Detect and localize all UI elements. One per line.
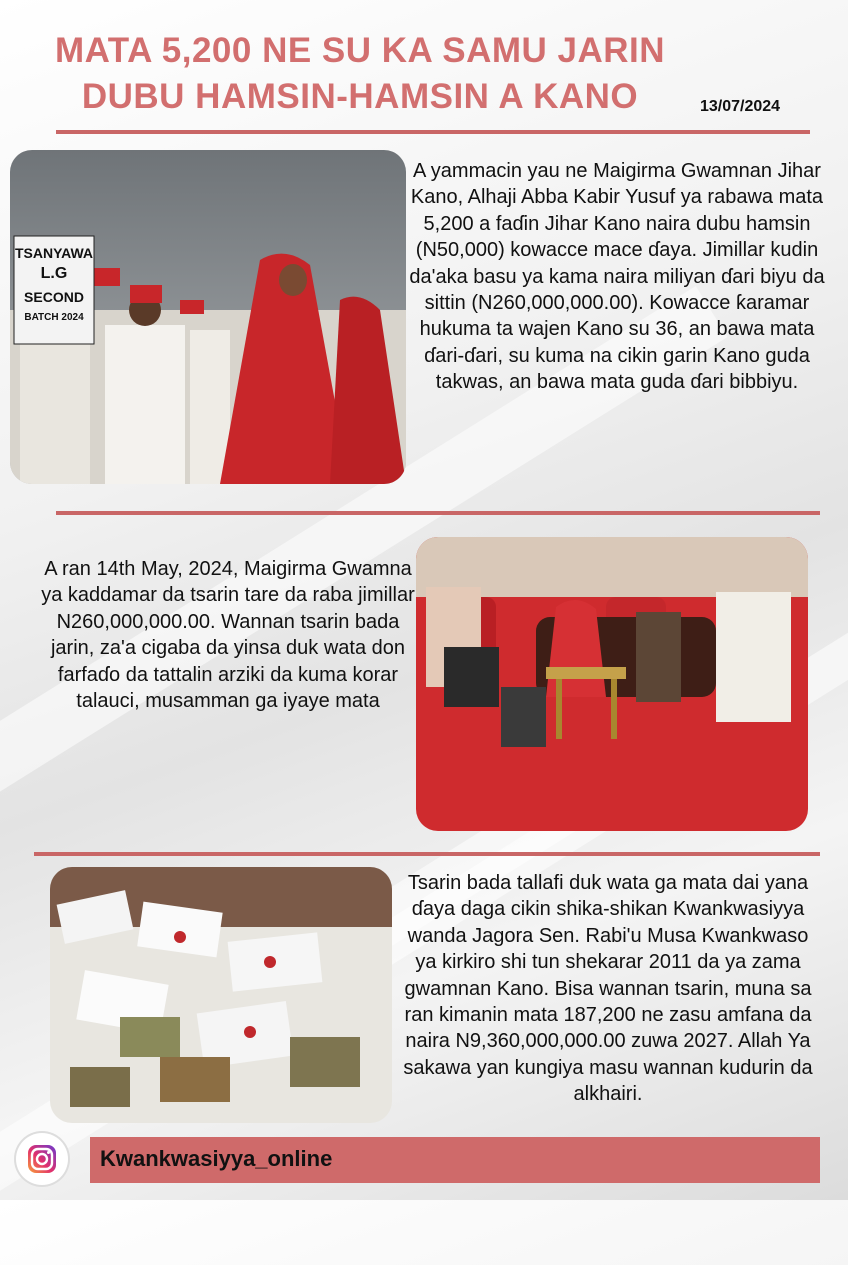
section-divider-2 (34, 852, 820, 856)
sign-text-4: BATCH 2024 (24, 312, 84, 323)
photo-women-receiving-funds (10, 150, 406, 484)
section-1-text: A yammacin yau ne Maigirma Gwamnan Jihar Kano, Alhaji Abba Kabir Yusuf ya rabawa mata 5,200 a faɗin Jihar Kano naira dubu hamsin (N50,000) kowacce mace ɗaya. Jimillar kudin da'aka basu ya kama naira miliyan ɗari biyu da sittin (N260,000,000.00). Kowacce ƙaramar hukuma ta wajen Kano su 36, an bawa mata ɗari-ɗari, su kuma na cikin garin Kano guda takwas, an bawa mata guda ɗari bibbiyu. (409, 160, 825, 394)
sign-text-2: L.G (40, 265, 68, 282)
photo-launch-ceremony (416, 537, 808, 831)
section-divider-1 (56, 511, 820, 515)
social-handle[interactable]: Kwankwasiyya_online (100, 1146, 333, 1171)
sign-text-1: TSANYAWA (14, 245, 94, 261)
instagram-icon[interactable] (16, 1133, 68, 1185)
sign-text-3: SECOND (24, 289, 84, 305)
section-3-text: Tsarin bada tallafi duk wata ga mata dai yana ɗaya daga cikin shika-shikan Kwankwasiyya wanda Jagora Sen. Rabi'u Musa Kwankwaso ya kirkiro shi tun shekarar 2011 da ya zama gwamnan Kano. Bisa wannan tsarin, muna sa ran kimanin mata 187,200 ne zasu amfana da naira N9,360,000,000.00 zuwa 2027. Allah Ya sakawa yan kungiya masu wannan kudurin da alkhairi. (403, 872, 813, 1106)
page-title (40, 28, 680, 120)
publish-date: 13/07/2024 (700, 98, 781, 115)
title-divider (56, 130, 810, 134)
title-line-1: MATA 5,200 NE SU KA SAMU JARIN (54, 31, 666, 70)
section-2-text: A ran 14th May, 2024, Maigirma Gwamna ya kaddamar da tsarin tare da raba jimillar N260,000,000.00. Wannan tsarin bada jarin, za'a cigaba da yinsa duk wata don farfaɗo da tattalin arziki da kuma korar talauci, musamman ga iyaye mata (41, 558, 415, 713)
photo-cash-envelopes (50, 867, 392, 1123)
title-line-2: DUBU HAMSIN-HAMSIN A KANO (81, 77, 639, 116)
